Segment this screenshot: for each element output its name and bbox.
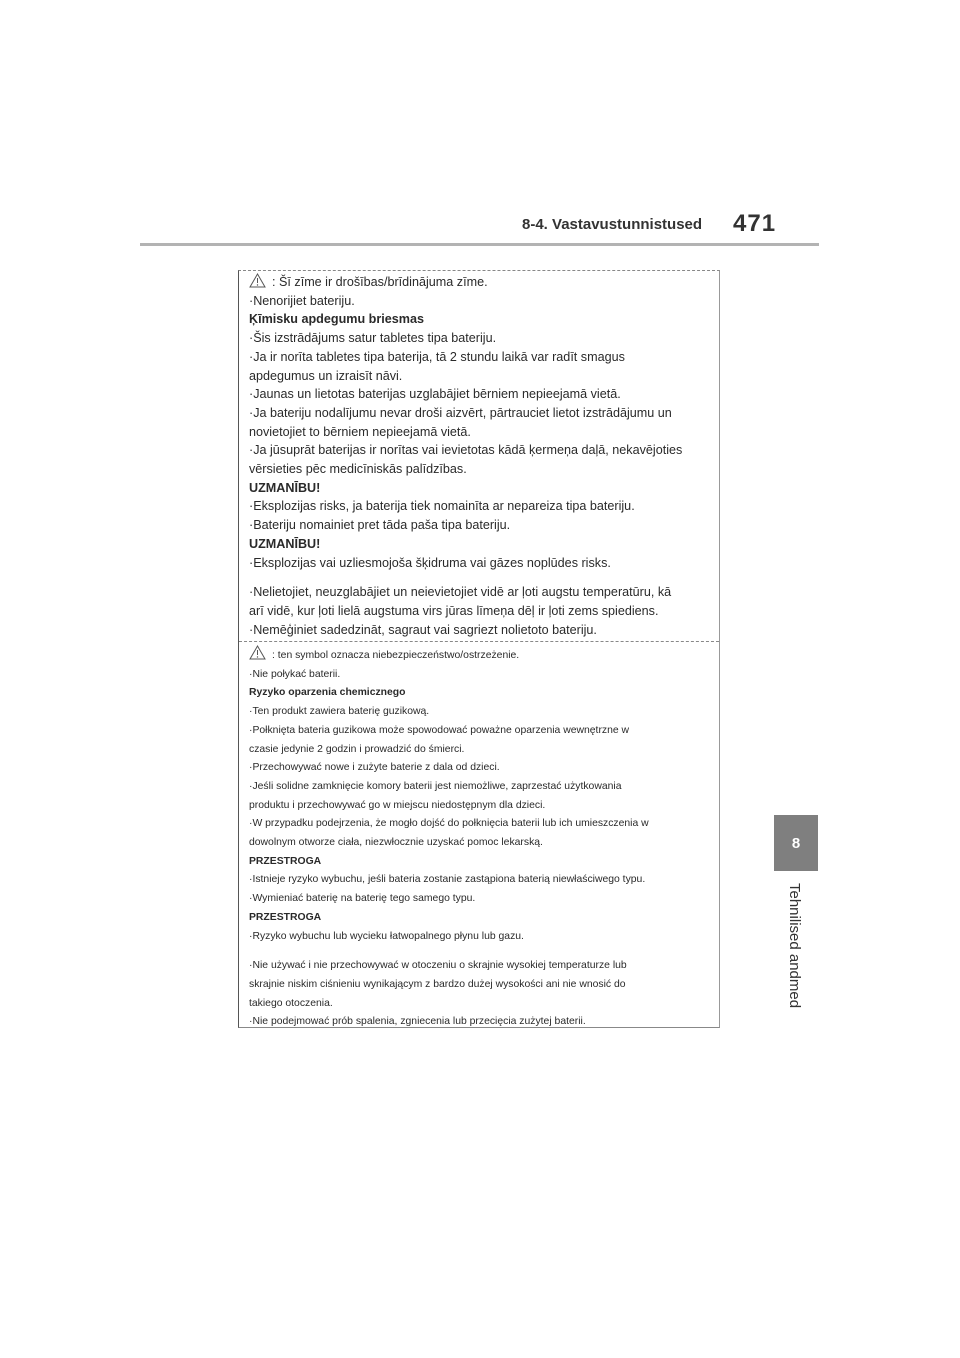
warning-line: novietojiet to bērniem nepieejamā vietā. xyxy=(249,424,471,439)
warning-line: ·Eksplozijas risks, ja baterija tiek nomainīta ar nepareiza tipa bateriju. xyxy=(249,499,635,514)
warning-line: arī vidē, kur ļoti lielā augstuma virs jūras līmeņa dēļ ir ļoti zems spiediens. xyxy=(249,603,659,618)
warning-line: ·Jeśli solidne zamknięcie komory baterii jest niemożliwe, zaprzestać użytkowania xyxy=(249,780,622,792)
warning-line: ·Ja bateriju nodalījumu nevar droši aizvērt, pārtrauciet lietot izstrādājumu un xyxy=(249,405,672,420)
polish-warning-block xyxy=(249,645,713,1027)
warning-heading: Ryzyko oparzenia chemicznego xyxy=(249,687,406,699)
header-rule xyxy=(140,243,819,246)
symbol-text-pl: : ten symbol oznacza niebezpieczeństwo/ostrzeżenie. xyxy=(272,650,520,661)
warning-heading: PRZESTROGA xyxy=(249,855,322,867)
warning-line: ·Ja jūsuprāt baterijas ir norītas vai ievietotas kādā ķermeņa daļā, nekavējoties xyxy=(249,443,683,458)
warning-line: ·Istnieje ryzyko wybuchu, jeśli bateria zostanie zastąpiona baterią niewłaściwego typu. xyxy=(249,874,646,886)
warning-line: takiego otoczenia. xyxy=(249,997,333,1009)
polish-lines-after-gap xyxy=(249,957,713,1032)
warning-line: produktu i przechowywać go w miejscu niedostępnym dla dzieci. xyxy=(249,799,546,811)
warning-line: ·Ten produkt zawiera baterię guzikową. xyxy=(249,706,430,718)
language-divider xyxy=(239,641,719,642)
warning-line: ·Przechowywać nowe i zużyte baterie z dala od dzieci. xyxy=(249,762,500,774)
warning-line: ·Ja ir norīta tabletes tipa baterija, tā 2 stundu laikā var radīt smagus xyxy=(249,349,625,364)
warning-line: ·Nemēģiniet sadedzināt, sagraut vai sagriezt nolietoto bateriju. xyxy=(249,622,597,637)
warning-line: ·Połknięta bateria guzikowa może spowodować poważne oparzenia wewnętrzne w xyxy=(249,724,630,736)
warning-heading: UZMANĪBU! xyxy=(249,536,321,551)
warning-line: czasie jedynie 2 godzin i prowadzić do śmierci. xyxy=(249,743,465,755)
page-header xyxy=(0,0,960,250)
warning-line: apdegumus un izraisīt nāvi. xyxy=(249,368,403,383)
warning-heading: UZMANĪBU! xyxy=(249,480,321,495)
warning-line: ·Jaunas un lietotas baterijas uzglabājiet bērniem nepieejamā vietā. xyxy=(249,387,621,402)
warning-line: vērsieties pēc medicīniskās palīdzības. xyxy=(249,462,467,477)
warning-line: ·Bateriju nomainiet pret tāda paša tipa bateriju. xyxy=(249,518,511,533)
warning-triangle-icon xyxy=(249,273,266,288)
polish-lines xyxy=(249,666,713,947)
warning-line: ·Šis izstrādājums satur tabletes tipa bateriju. xyxy=(249,331,497,346)
warning-triangle-icon xyxy=(249,645,266,660)
chapter-label: Tehnilised andmed xyxy=(786,883,803,1009)
warning-line: skrajnie niskim ciśnieniu wynikającym z bardzo dużej wysokości ani nie wnosić do xyxy=(249,978,626,990)
battery-warning-label xyxy=(238,270,720,1028)
symbol-text-lv: : Šī zīme ir drošības/brīdinājuma zīme. xyxy=(272,275,488,289)
warning-line: ·W przypadku podejrzenia, że mogło dojść do połknięcia baterii lub ich umieszczenia w xyxy=(249,818,649,830)
paragraph-gap xyxy=(249,572,713,583)
paragraph-gap xyxy=(249,946,713,957)
symbol-line-pl xyxy=(249,645,713,666)
warning-line: ·Ryzyko wybuchu lub wycieku łatwopalnego płynu lub gazu. xyxy=(249,930,524,942)
warning-line: dowolnym otworze ciała, niezwłocznie uzyskać pomoc lekarską. xyxy=(249,837,543,849)
warning-line: ·Eksplozijas vai uzliesmojoša šķidruma vai gāzes noplūdes risks. xyxy=(249,555,611,570)
latvian-lines-after-gap xyxy=(249,583,713,639)
latvian-warning-block xyxy=(249,273,713,639)
warning-line: ·Nie podejmować prób spalenia, zgniecenia lub przecięcia zużytej baterii. xyxy=(249,1016,586,1028)
latvian-lines xyxy=(249,292,713,573)
chapter-number: 8 xyxy=(791,834,801,852)
warning-line: ·Nie używać i nie przechowywać w otoczeniu o skrajnie wysokiej temperaturze lub xyxy=(249,960,627,972)
warning-heading: Ķīmisku apdegumu briesmas xyxy=(249,312,424,327)
warning-line: ·Nelietojiet, neuzglabājiet un neievietojiet vidē ar ļoti augstu temperatūru, kā xyxy=(249,585,672,600)
warning-heading: PRZESTROGA xyxy=(249,911,322,923)
page-number: 471 xyxy=(733,210,777,237)
symbol-line-lv xyxy=(249,273,713,292)
warning-line: ·Nenorijiet bateriju. xyxy=(249,293,355,308)
chapter-tab xyxy=(774,815,818,871)
section-title: 8-4. Vastavustunnistused xyxy=(522,216,703,233)
warning-line: ·Nie połykać baterii. xyxy=(249,668,341,680)
warning-line: ·Wymieniać baterię na baterię tego samego typu. xyxy=(249,893,476,905)
